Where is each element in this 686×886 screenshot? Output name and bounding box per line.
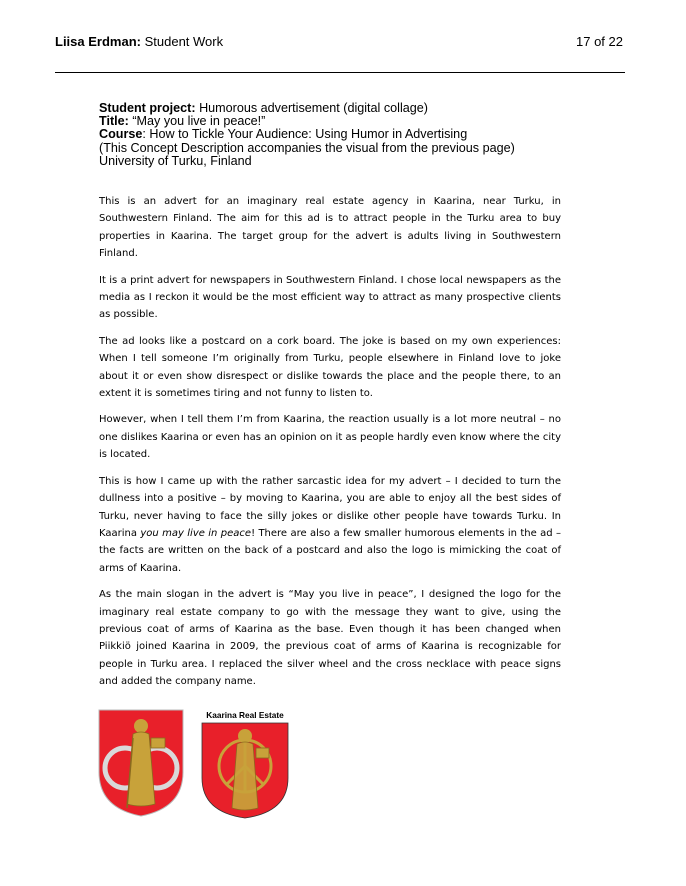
paragraph-3: The ad looks like a postcard on a cork board. The joke is based on my own experiences: When I tell someone I’m originally from Turku, people elsewhere in Finland love to joke about it or even show disrespect or dislike towards the place and the people there, to an extent it is sometimes tiring and not funny to listen to. — [99, 335, 561, 400]
meta-note: (This Concept Description accompanies the visual from the previous page) — [99, 140, 515, 155]
meta-title-label: Title: — [99, 114, 129, 129]
meta-university: University of Turku, Finland — [99, 153, 252, 168]
meta-project-value: Humorous advertisement (digital collage) — [199, 101, 428, 115]
logo-company-name: Kaarina Real Estate — [206, 710, 284, 720]
paragraph-6: As the main slogan in the advert is “May you live in peace”, I designed the logo for the imaginary real estate company to go with the message they want to give, using the previous coat of arms of Kaarina as the base. Even though it has been changed when Piikkiö joined Kaarina in 2009, the previous coat of arms of Kaarina is recognizable for people in Turku area. I replaced the silver wheel and the cross necklace with peace signs and added the company name. — [99, 589, 561, 688]
paragraph-4: However, when I tell them I’m from Kaarina, the reaction usually is a lot more neutral – no one dislikes Kaarina or even has an opinion on it as people hardly even know where the city is located. — [99, 414, 561, 461]
paragraph-5-start: This is how I came up with the rather sarcastic idea for my advert – I decided to turn the dullness into a positive – by moving to Kaarina, you are able to enjoy all the best sides of Turku, never having to face the silly jokes or dislike other people have towards Turku. In Kaarina — [99, 475, 561, 539]
paragraph-5-emphasis: you may live in peace — [140, 527, 252, 539]
header-author: Liisa Erdman: — [55, 34, 141, 49]
paragraph-2: It is a print advert for newspapers in Southwestern Finland. I chose local newspapers as the media as I reckon it would be the most efficient way to attract as many prospective clients as possible. — [99, 274, 561, 321]
page-number: 17 of 22 — [576, 34, 623, 49]
meta-course-label: Course — [99, 127, 143, 142]
meta-course-value: : How to Tickle Your Audience: Using Humor in Advertising — [142, 127, 468, 142]
meta-title-value: “May you live in peace!” — [132, 114, 266, 129]
original-coat-of-arms-image — [97, 708, 185, 818]
kaarina-real-estate-logo-image — [200, 708, 290, 820]
paragraph-5-end: ! There are also a few smaller humorous elements in the ad – the facts are written on the back of a postcard and also the logo is mimicking the coat of arms of Kaarina. — [99, 527, 562, 574]
paragraph-5 — [99, 473, 561, 577]
concept-description — [99, 193, 561, 700]
meta-course — [99, 128, 569, 141]
header-rule — [55, 72, 625, 73]
page-header — [55, 34, 625, 52]
meta-project-label: Student project: — [99, 101, 196, 115]
project-meta — [99, 102, 569, 168]
paragraph-1: This is an advert for an imaginary real estate agency in Kaarina, near Turku, in Southwestern Finland. The aim for this ad is to attract people in the Turku area to buy properties in Kaarina. The target group for the advert is adults living in Southwestern Finland. — [99, 196, 561, 260]
header-subtitle: Student Work — [144, 34, 224, 49]
kaarina-real-estate-logo — [200, 708, 290, 820]
original-coat-of-arms — [97, 708, 185, 818]
